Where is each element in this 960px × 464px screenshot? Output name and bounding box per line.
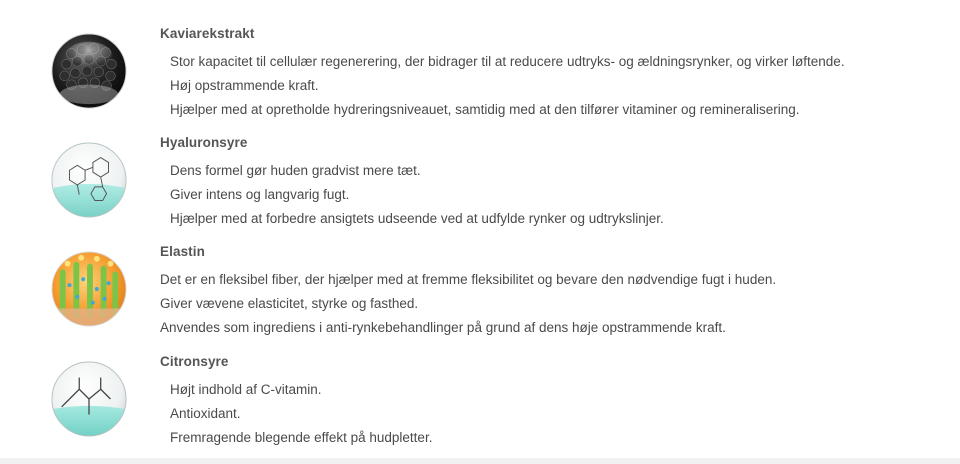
benefit-item: Hjælper med at opretholde hydreringsniveauet, samtidig med at den tilfører vitaminer og remineralisering. bbox=[170, 102, 800, 117]
ingredient-hyaluronic-acid bbox=[0, 135, 960, 243]
benefit-item: Høj opstrammende kraft. bbox=[170, 78, 319, 93]
ingredient-title: Kaviarekstrakt bbox=[160, 26, 255, 41]
ingredient-caviar bbox=[0, 26, 960, 134]
benefit-item: Dens formel gør huden gradvist mere tæt. bbox=[170, 163, 421, 178]
section-divider bbox=[0, 458, 960, 464]
benefit-item: Giver intens og langvarig fugt. bbox=[170, 187, 350, 202]
benefit-item: Stor kapacitet til cellulær regenerering, der bidrager til at reducere udtryks- og ældningsrynker, og virker løftende. bbox=[170, 54, 845, 69]
benefit-item: Giver vævene elasticitet, styrke og fasthed. bbox=[160, 296, 419, 311]
benefit-list bbox=[170, 378, 432, 450]
benefit-list bbox=[170, 159, 664, 231]
elastin-fiber-orb-icon bbox=[50, 250, 128, 328]
ingredient-title: Elastin bbox=[160, 244, 205, 259]
benefit-item: Højt indhold af C-vitamin. bbox=[170, 382, 322, 397]
benefit-item: Fremragende blegende effekt på hudpletter. bbox=[170, 430, 433, 445]
caviar-orb-icon bbox=[50, 32, 128, 110]
ingredient-title: Citronsyre bbox=[160, 354, 229, 369]
molecule-orb-icon bbox=[50, 141, 128, 219]
ingredient-elastin bbox=[0, 244, 960, 352]
benefit-item: Antioxidant. bbox=[170, 406, 241, 421]
citric-acid-orb-icon bbox=[50, 360, 128, 438]
benefit-item: Anvendes som ingrediens i anti-rynkebehandlinger på grund af dens høje opstrammende kraft. bbox=[160, 320, 726, 335]
benefit-item: Hjælper med at forbedre ansigtets udseende ved at udfylde rynker og udtrykslinjer. bbox=[170, 211, 664, 226]
ingredient-citric-acid bbox=[0, 354, 960, 462]
benefit-list bbox=[170, 50, 845, 122]
benefit-item: Det er en fleksibel fiber, der hjælper med at fremme fleksibilitet og bevare den nødvendige fugt i huden. bbox=[160, 272, 777, 287]
benefit-list bbox=[160, 268, 776, 340]
ingredient-title: Hyaluronsyre bbox=[160, 135, 248, 150]
